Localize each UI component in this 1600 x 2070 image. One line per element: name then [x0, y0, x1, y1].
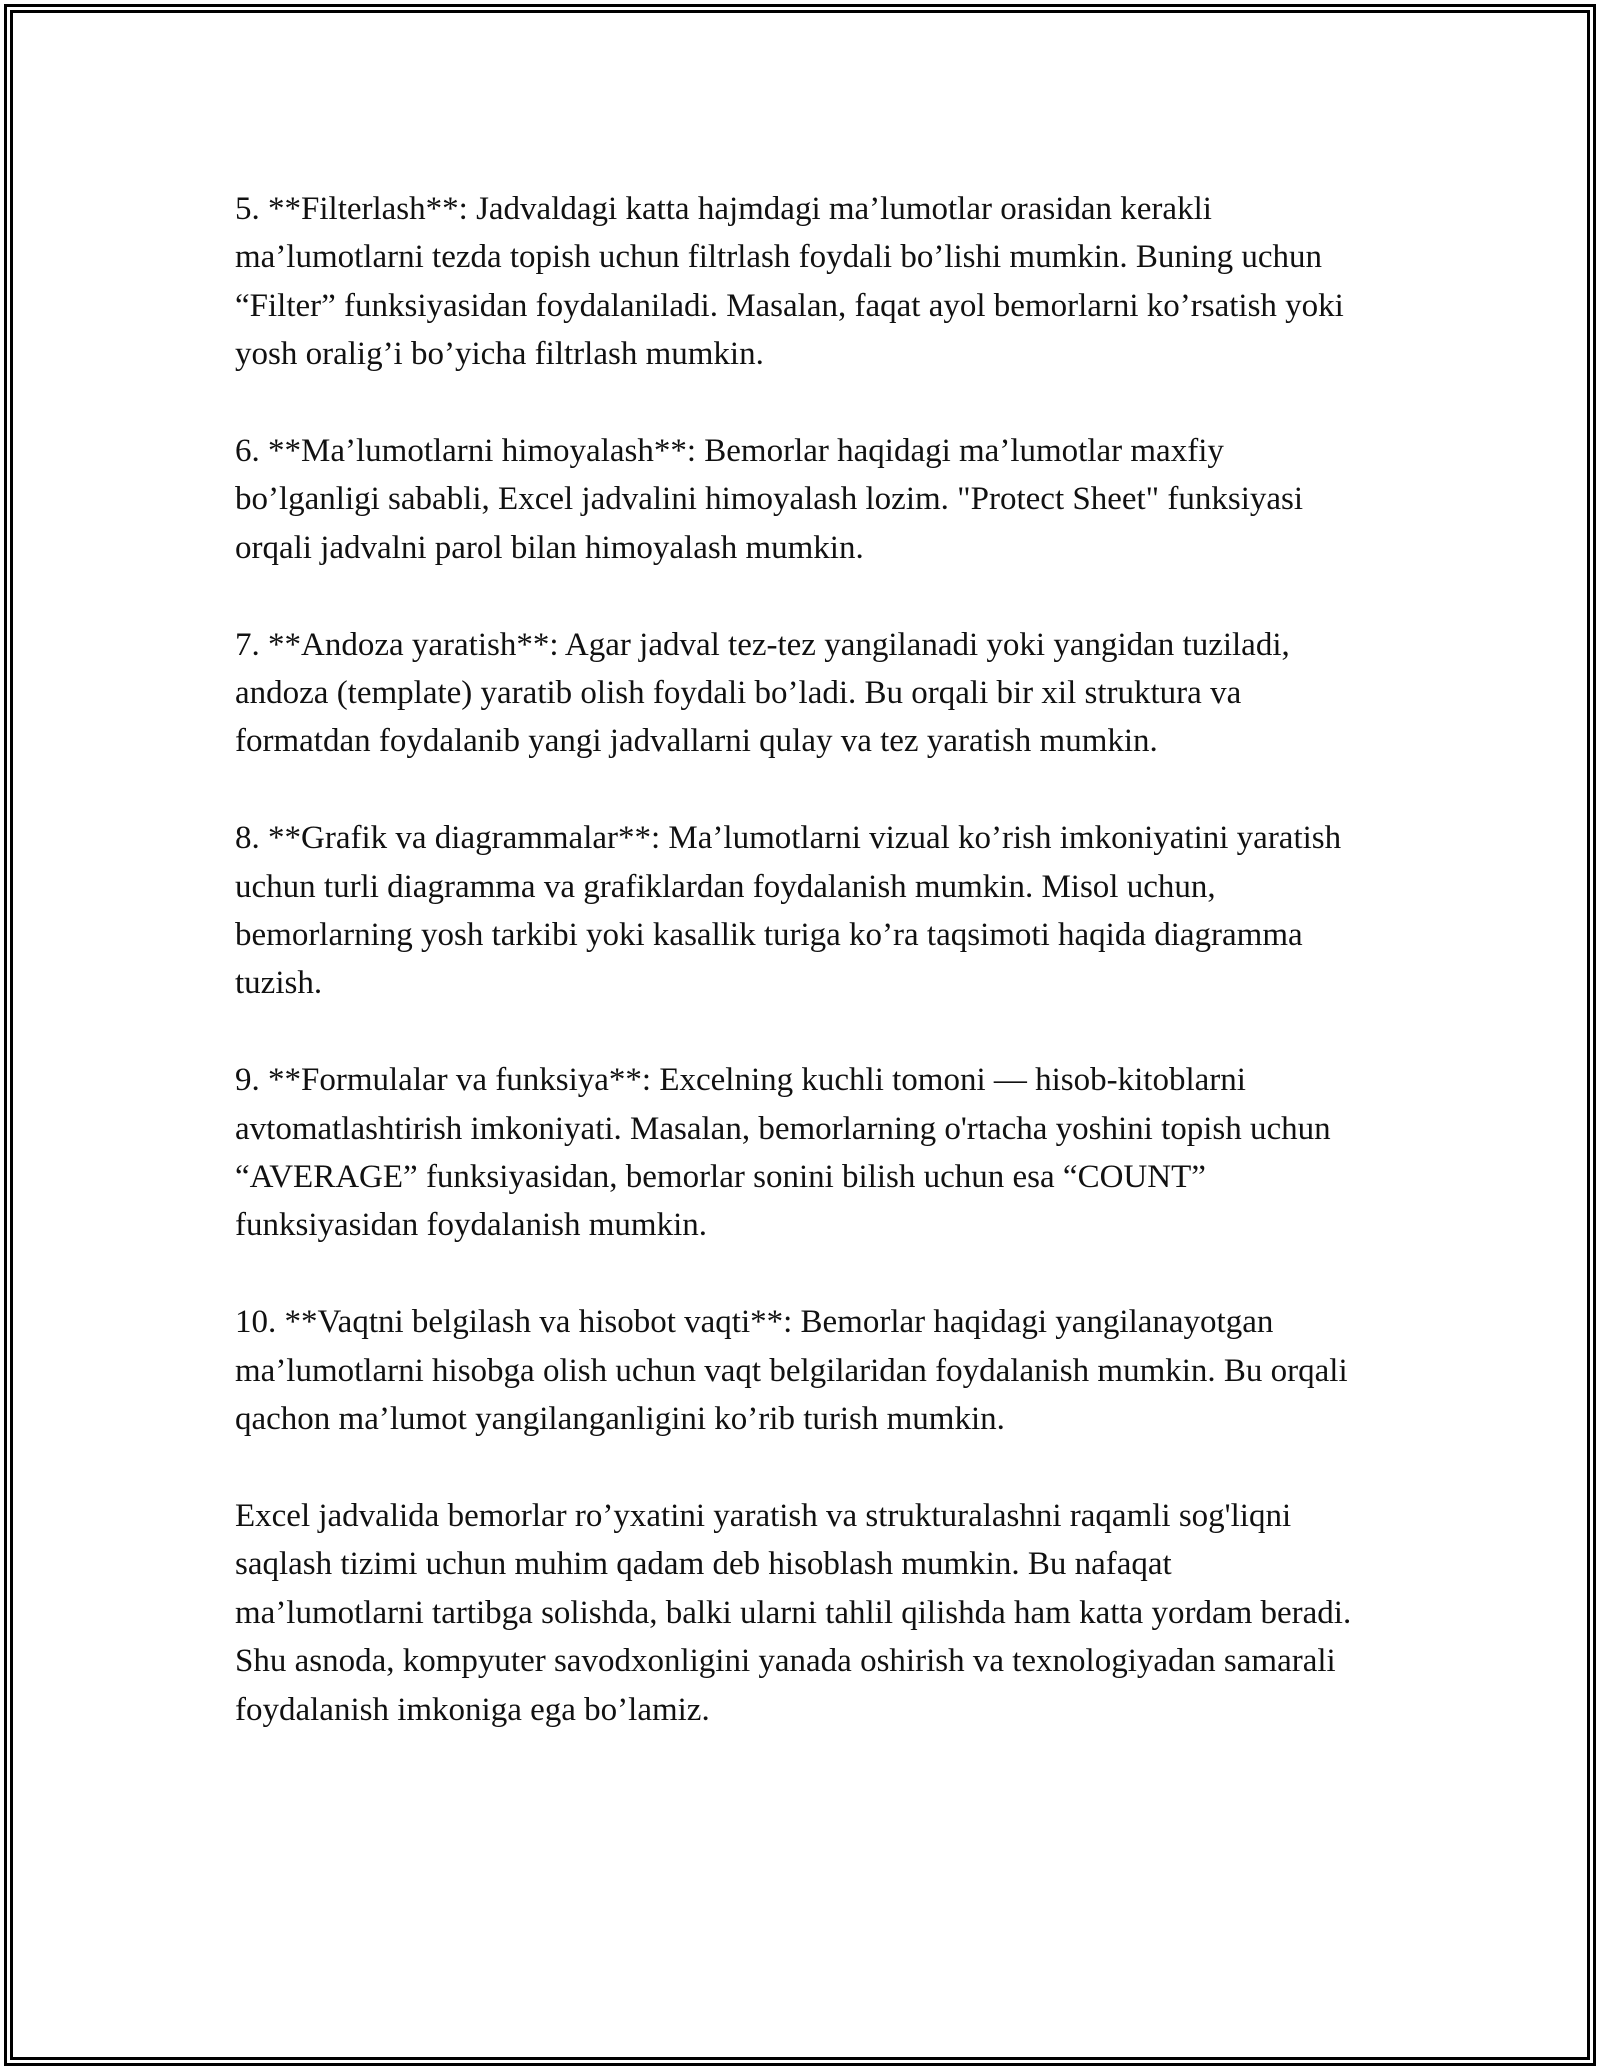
paragraph-filterlash: 5. **Filterlash**: Jadvaldagi katta hajmdagi ma’lumotlar orasidan kerakli ma’lumotlarni tezda topish uchun filtrlash foydali bo’lishi mumkin. Buning uchun “Filter” funksiyasidan foydalaniladi. Masalan, faqat ayol bemorlarni ko’rsatish yoki yosh oralig’i bo’yicha filtrlash mumkin. — [235, 191, 1344, 373]
paragraph-andoza: 7. **Andoza yaratish**: Agar jadval tez-tez yangilanadi yoki yangidan tuziladi, andoza (template) yaratib olish foydali bo’ladi. Bu orqali bir xil struktura va formatdan foydalanib yangi jadvallarni qulay va tez yaratish mumkin. — [235, 626, 1290, 760]
paragraph-vaqt: 10. **Vaqtni belgilash va hisobot vaqti**: Bemorlar haqidagi yangilanayotgan ma’lumotlarni hisobga olish uchun vaqt belgilaridan foydalanish mumkin. Bu orqali qachon ma’lumot yangilanganligini ko’rib turish mumkin. — [235, 1304, 1348, 1438]
paragraph-conclusion: Excel jadvalida bemorlar ro’yxatini yaratish va strukturalashni raqamli sog'liqni saqlash tizimi uchun muhim qadam deb hisoblash mumkin. Bu nafaqat ma’lumotlarni tartibga solishda, balki ularni tahlil qilishda ham katta yordam beradi. Shu asnoda, kompyuter savodxonligini yanada oshirish va texnologiyadan samarali foydalanish imkoniga ega bo’lamiz. — [235, 1497, 1352, 1728]
document-body — [235, 185, 1365, 1734]
paragraph-himoyalash: 6. **Ma’lumotlarni himoyalash**: Bemorlar haqidagi ma’lumotlar maxfiy bo’lganligi sababli, Excel jadvalini himoyalash lozim. "Protect Sheet" funksiyasi orqali jadvalni parol bilan himoyalash mumkin. — [235, 433, 1304, 566]
paragraph-grafik: 8. **Grafik va diagrammalar**: Ma’lumotlarni vizual ko’rish imkoniyatini yaratish uchun turli diagramma va grafiklardan foydalanish mumkin. Misol uchun, bemorlarning yosh tarkibi yoki kasallik turiga ko’ra taqsimoti haqida diagramma tuzish. — [235, 820, 1342, 1002]
paragraph-formulalar: 9. **Formulalar va funksiya**: Excelning kuchli tomoni — hisob-kitoblarni avtomatlashtirish imkoniyati. Masalan, bemorlarning o'rtacha yoshini topish uchun “AVERAGE” funksiyasidan, bemorlar sonini bilish uchun esa “COUNT” funksiyasidan foydalanish mumkin. — [235, 1062, 1331, 1244]
